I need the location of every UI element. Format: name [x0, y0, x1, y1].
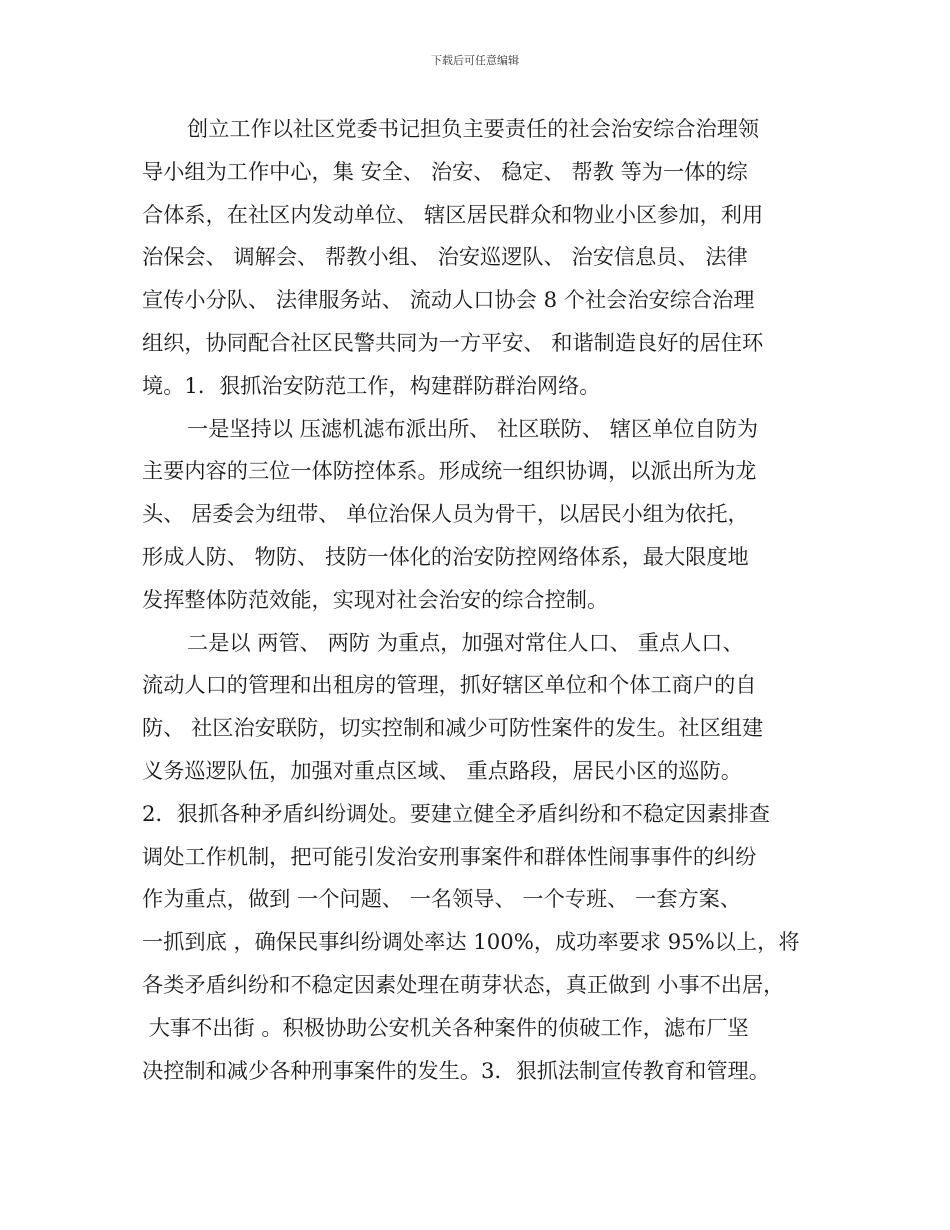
paragraph-3-line-3: 防、 社区治安联防，切实控制和减少可防性案件的发生。社区组建: [142, 715, 764, 741]
paragraph-3-line-8: 一抓到底 ，确保民事纠纷调处率达 100%，成功率要求 95%以上，将: [142, 929, 800, 955]
paragraph-2-line-4: 形成人防、 物防、 技防一体化的治安防控网络体系，最大限度地: [142, 543, 749, 569]
paragraph-1-line-7: 境。1．狠抓治安防范工作，构建群防群治网络。: [142, 372, 601, 398]
paragraph-3-line-4: 义务巡逻队伍，加强对重点区域、 重点路段，居民小区的巡防。: [142, 757, 742, 783]
paragraph-1-line-2: 导小组为工作中心，集 安全、 治安、 稳定、 帮教 等为一体的综: [142, 158, 748, 184]
paragraph-3-line-11: 决控制和减少各种刑事案件的发生。3．狠抓法制宣传教育和管理。: [142, 1057, 770, 1083]
paragraph-3-line-6: 调处工作机制，把可能引发治安刑事案件和群体性闹事事件的纠纷: [142, 843, 757, 869]
paragraph-1-line-4: 治保会、 调解会、 帮教小组、 治安巡逻队、 治安信息员、 法律: [142, 244, 748, 270]
paragraph-1-line-1: 创立工作以社区党委书记担负主要责任的社会治安综合治理领: [187, 116, 760, 141]
paragraph-2-line-3: 头、 居委会为纽带、 单位治保人员为骨干，以居民小组为依托，: [142, 501, 749, 527]
paragraph-3-line-7: 作为重点，做到 一个问题、 一名领导、 一个专班、 一套方案、: [142, 886, 742, 912]
paragraph-3-line-2: 流动人口的管理和出租房的管理，抓好辖区单位和个体工商户的自: [142, 672, 757, 698]
paragraph-3-line-10: 大事不出街 。积极协助公安机关各种案件的侦破工作，滤布厂坚: [142, 1014, 749, 1040]
page-header: 下载后可任意编辑: [431, 54, 519, 67]
paragraph-2-line-1: 一是坚持以 压滤机滤布派出所、 社区联防、 辖区单位自防为: [187, 415, 759, 441]
paragraph-2-line-2: 主要内容的三位一体防控体系。形成统一组织协调，以派出所为龙: [142, 458, 757, 484]
paragraph-3-line-5: 2．狠抓各种矛盾纠纷调处。要建立健全矛盾纠纷和不稳定因素排查: [142, 800, 770, 826]
paragraph-3-line-1: 二是以 两管、 两防 为重点，加强对常住人口、 重点人口、: [187, 629, 744, 655]
paragraph-1-line-6: 组织，协同配合社区民警共同为一方平安、 和谐制造良好的居住环: [142, 329, 764, 355]
paragraph-2-line-5: 发挥整体防范效能，实现对社会治安的综合控制。: [142, 586, 609, 612]
paragraph-1-line-5: 宣传小分队、 法律服务站、 流动人口协会 8 个社会治安综合治理: [142, 287, 755, 313]
document-body: [142, 108, 810, 1092]
paragraph-1-line-3: 合体系，在社区内发动单位、 辖区居民群众和物业小区参加，利用: [142, 201, 764, 227]
paragraph-3-line-9: 各类矛盾纠纷和不稳定因素处理在萌芽状态，真正做到 小事不出居，: [142, 971, 785, 997]
